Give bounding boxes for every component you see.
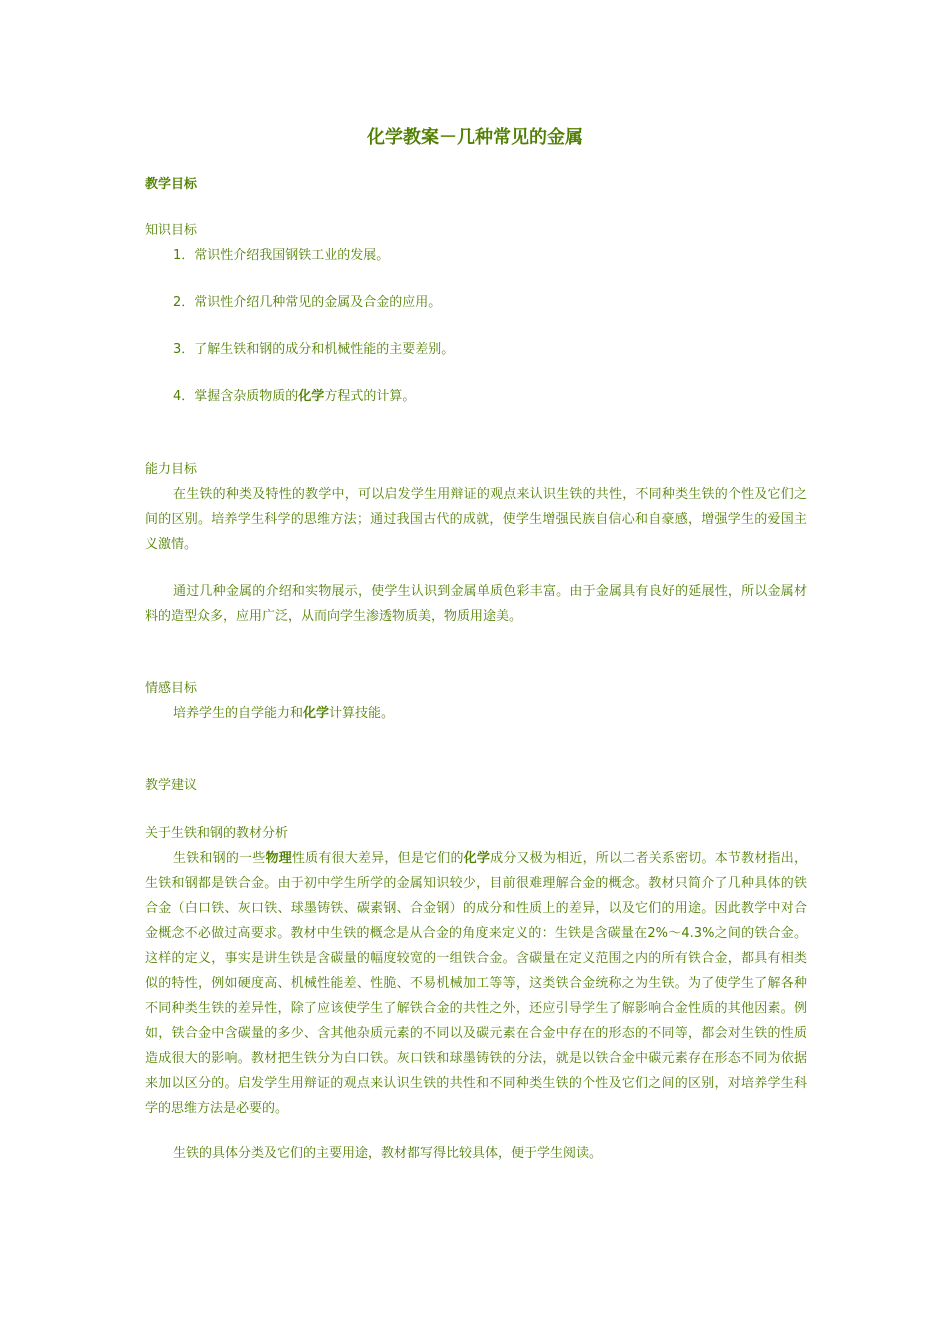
- paragraph-text: 之间的铁合金。这样的定义，事实是讲生铁是含碳量的幅度较宽的一组铁合金。含碳量在定义范围之内的所有铁合金，都具有相类似的特性，例如硬度高、机械性能差、性脆、不易机械加工等等，这类铁合金统称之为生铁。为了使学生了解各种不同种类生铁的差异性，除了应该使学生了解铁合金的共性之外，还应引导学生了解影响合金性质的其他因素。例如，铁合金中含碳量的多少、含其他杂质元素的不同以及碳元素在合金中存在的形态的不同等，都会对生铁的性质造成很大的影响。教材把生铁分为白口铁。灰口铁和球墨铸铁的分法，就是以铁合金中碳元素存在形态不同为依据来加以区分的。启发学生用辩证的观点来认识生铁的共性和不同种类生铁的个性及它们之间的区别，对培养学生科学的思维方法是必要的。: [145, 926, 807, 1116]
- ability-goals-paragraph-2: [145, 579, 807, 629]
- emotion-goals-paragraph: [145, 701, 807, 726]
- knowledge-goal-item: [173, 292, 441, 314]
- bold-keyword: 化学: [298, 389, 325, 404]
- analysis-paragraph: [145, 846, 807, 1121]
- paragraph-text: 在生铁的种类及特性的教学中，可以启发学生用辩证的观点来认识生铁的共性，不同种类生铁的个性及它们之间的区别。培养学生科学的思维方法；通过我国古代的成就，使学生增强民族自信心和自豪感，增强学生的爱国主义激情。: [145, 487, 807, 552]
- paragraph-text: 通过几种金属的介绍和实物展示，使学生认识到金属单质色彩丰富。由于金属具有良好的延展性，所以金属材料的造型众多，应用广泛，从而向学生渗透物质美，物质用途美。: [145, 584, 807, 624]
- bold-keyword: 化学: [463, 851, 491, 866]
- paragraph-text: 计算技能。: [329, 706, 395, 721]
- percentage-value: 4.3%: [681, 926, 715, 941]
- ability-goals-paragraph-1: [145, 482, 807, 557]
- emotion-goals-heading: 情感目标: [145, 681, 198, 696]
- teaching-advice-heading: 教学建议: [145, 778, 198, 793]
- list-number: 3．: [173, 342, 195, 357]
- knowledge-goal-item: [173, 339, 454, 361]
- list-number: 2．: [173, 295, 195, 310]
- paragraph-text: 培养学生的自学能力和: [173, 706, 304, 721]
- document-title: 化学教案－几种常见的金属: [367, 127, 583, 148]
- ability-goals-heading: 能力目标: [145, 462, 198, 477]
- paragraph-text: 生铁和钢的一些: [173, 851, 266, 866]
- paragraph-text: 成分又极为相近，所以二者关系密切。本节教材指出，生铁和钢都是铁合金。由于初中学生所学的金属知识较少，目前很难理解合金的概念。教材只简介了几种具体的铁合金（白口铁、灰口铁、球墨铸铁、碳素钢、合金钢）的成分和性质上的差异，以及它们的用途。因此教学中对合金概念不必做过高要求。教材中生铁的概念是从合金的角度来定义的：生铁是含碳量在: [145, 851, 807, 941]
- knowledge-goal-item: [173, 245, 389, 267]
- analysis-closing-paragraph: [145, 1141, 807, 1166]
- paragraph-text: ～: [667, 926, 682, 941]
- list-text: 常识性介绍我国钢铁工业的发展。: [194, 248, 390, 263]
- list-number: 1．: [173, 248, 195, 263]
- percentage-value: 2%: [647, 926, 668, 941]
- teaching-goals-heading: 教学目标: [145, 177, 198, 192]
- bold-keyword: 物理: [265, 851, 292, 866]
- knowledge-goal-item: [173, 386, 415, 408]
- list-number: 4．: [173, 389, 195, 404]
- bold-keyword: 化学: [303, 706, 330, 721]
- knowledge-goals-heading: 知识目标: [145, 223, 198, 238]
- analysis-heading: 关于生铁和钢的教材分析: [145, 826, 289, 841]
- list-text: 了解生铁和钢的成分和机械性能的主要差别。: [194, 342, 455, 357]
- list-text: 掌握含杂质物质的: [194, 389, 299, 404]
- paragraph-text: 生铁的具体分类及它们的主要用途，教材都写得比较具体，便于学生阅读。: [173, 1146, 603, 1161]
- paragraph-text: 性质有很大差异，但是它们的: [291, 851, 464, 866]
- list-text: 常识性介绍几种常见的金属及合金的应用。: [194, 295, 442, 310]
- list-text: 方程式的计算。: [324, 389, 416, 404]
